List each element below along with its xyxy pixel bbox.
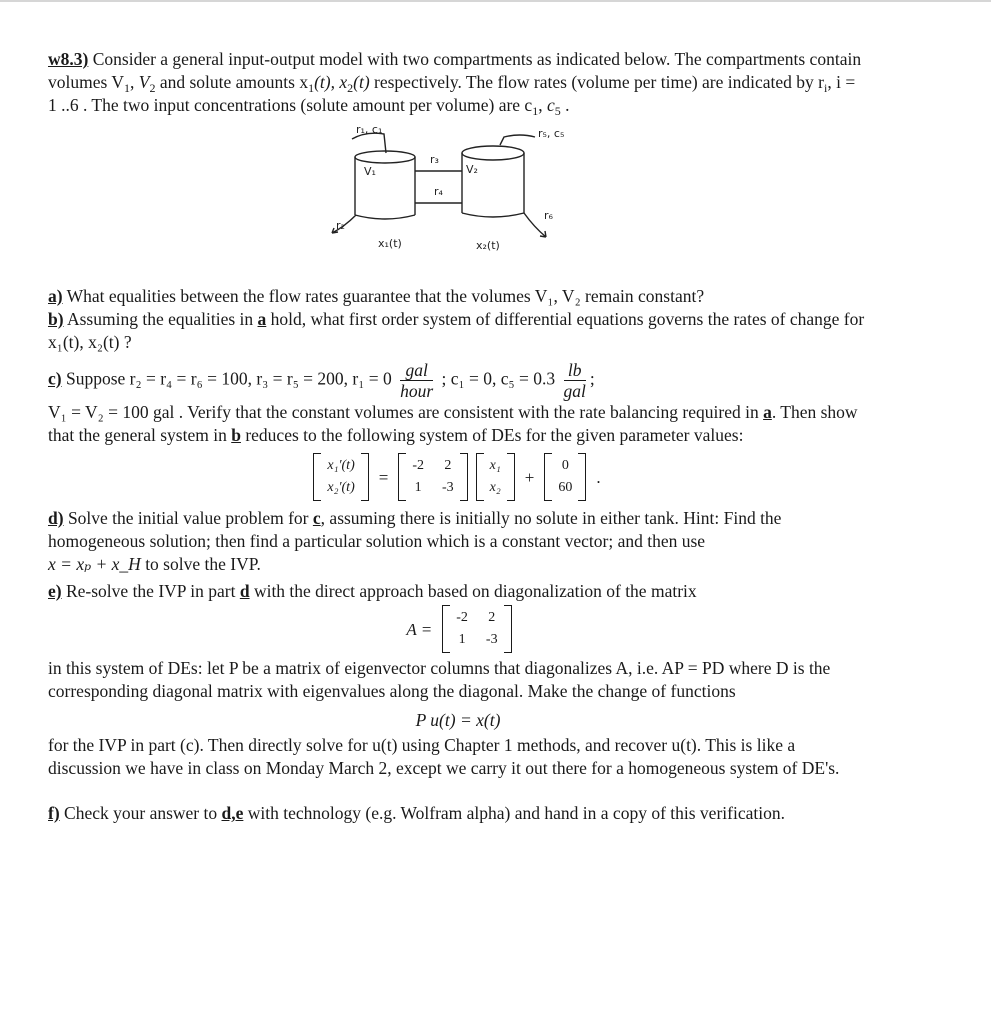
intro-line-1: Consider a general input-output model with two compartments as indicated below. The compartments contain volumes V	[48, 49, 862, 92]
label-v1: V₁	[364, 165, 376, 178]
change-of-functions: P u(t) = x(t)	[415, 710, 501, 730]
part-e-label: e)	[48, 581, 62, 601]
diagram-svg	[48, 123, 868, 273]
system-equation: x₁′(t) x₂′(t) = -2 2 1 -3 x₁ x₂ + 0 60 .	[48, 453, 868, 501]
lhs-vector: x₁′(t) x₂′(t)	[313, 453, 368, 501]
part-a-label: a)	[48, 286, 63, 306]
problem-label: w8.3)	[48, 49, 89, 69]
part-e-text3: for the IVP in part (c). Then directly solve for u(t) using Chapter 1 methods, and recover u(t). This is like a discussion we have in class on Monday March 2, except we carry it out there for a homogeneous system of DE's.	[48, 735, 840, 778]
label-v2: V₂	[466, 163, 478, 176]
part-f: f) Check your answer to d,e with technology (e.g. Wolfram alpha) and hand in a copy of this verification.	[48, 803, 785, 823]
part-e-text2: in this system of DEs: let P be a matrix of eigenvector columns that diagonalizes A, i.e. AP = PD where D is the corresponding diagonal matrix with eigenvalues along the diagonal. Make the change of functions	[48, 658, 831, 701]
label-x1: x₁(t)	[378, 237, 402, 250]
unit-gal-per-hour: $\frac{\text{gal}}{\text{hour}}$	[400, 360, 434, 401]
part-f-label: f)	[48, 803, 60, 823]
compartment-diagram	[48, 123, 868, 273]
part-d: d) Solve the initial value problem for c, assuming there is initially no solute in either tank. Hint: Find the homogeneous solution; then find a particular solution which is a constant vector; and then use x = xₚ + x_H to solve the IVP.	[48, 508, 782, 574]
part-d-formula: x = xₚ + x_H	[48, 554, 141, 574]
part-c-conc: ; c₁ = 0, c₅ = 0.3	[441, 368, 556, 389]
label-r3: r₃	[430, 153, 439, 166]
intro-line-4: , i = 1 ..6 . The two input concentrations (solute amount per volume) are c	[48, 72, 856, 115]
inflow-2-arrow	[500, 135, 535, 145]
intro-sub-1: 1	[124, 81, 130, 95]
unit-lb-per-gal: $\frac{lb}{\text{gal}}$	[563, 360, 586, 401]
part-c-suppose: Suppose r₂ = r₄ = r₆ = 100, r₃ = r₅ = 200, r₁ = 0	[65, 368, 392, 389]
inflow-1-arrow	[352, 133, 386, 153]
top-divider	[0, 0, 991, 2]
label-r5-c5: r₅, c₅	[538, 127, 565, 140]
label-r6: r₆	[544, 209, 553, 222]
label-r2: r₂	[336, 219, 345, 232]
part-c-vol-line: V₁ = V₂ = 100 gal . Verify that the constant volumes are consistent with the rate balancing required in	[48, 402, 759, 422]
part-e: e) Re-solve the IVP in part d with the direct approach based on diagonalization of the matrix	[48, 581, 697, 601]
part-b-ref: a	[257, 309, 267, 329]
part-b: b) Assuming the equalities in a hold, what first order system of differential equations governs the rates of change for x₁(t), x₂(t) ?	[48, 309, 865, 352]
x-vector: x₁ x₂	[476, 453, 515, 501]
tank-2	[462, 146, 524, 217]
forcing-vector: 0 60	[544, 453, 586, 501]
problem-page	[48, 48, 868, 825]
part-a	[48, 285, 868, 308]
part-b-label: b)	[48, 309, 64, 329]
part-d-label: d)	[48, 508, 64, 528]
matrix-a: -2 2 1 -3	[442, 605, 511, 653]
outflow-r6-arrow	[524, 213, 546, 237]
intro-line-3: respectively. The flow rates (volume per time) are indicated by r	[374, 72, 824, 92]
intro-paragraph: w8.3) Consider a general input-output model with two compartments as indicated below. The compartments contain volumes $V_1$, $V_2$ and solute amounts $x_1(t)$, $x_2(t)$ respectively. The flow rates (volume per time) are indicated by $r_i$, i = 1 ..6 . The two input concentrations (solute amount per volume) are $c_1$, $c_5$ .	[48, 49, 862, 118]
part-a-text: What equalities between the flow rates guarantee that the volumes V₁, V₂ remain constant?	[66, 286, 705, 306]
label-r4: r₄	[434, 185, 443, 198]
part-c-then: Then show that the general system in	[48, 402, 858, 445]
intro-line-2: and solute amounts x	[159, 72, 309, 92]
tank-1	[355, 151, 415, 219]
part-c-label: c)	[48, 368, 62, 389]
label-r1-c1: r₁, c₁	[356, 123, 383, 136]
intro-v2: V	[138, 72, 150, 92]
matrix-a-equation: A = -2 2 1 -3	[48, 605, 868, 653]
part-c: c) Suppose r₂ = r₄ = r₆ = 100, r₃ = r₅ = 200, r₁ = 0 $\frac{\text{gal}}{\text{hour}}$ ; c₁ = 0, c₅ = 0.3 $\frac{lb}{\text{gal}}$ ; V₁ = V₂ = 100 gal . Verify that the constant volumes are consistent with the rate balancing required in a. Then show that the general system in b reduces to the following system of DEs for the given parameter values:	[48, 360, 858, 445]
label-x2: x₂(t)	[476, 239, 500, 252]
coefficient-matrix: -2 2 1 -3	[398, 453, 467, 501]
